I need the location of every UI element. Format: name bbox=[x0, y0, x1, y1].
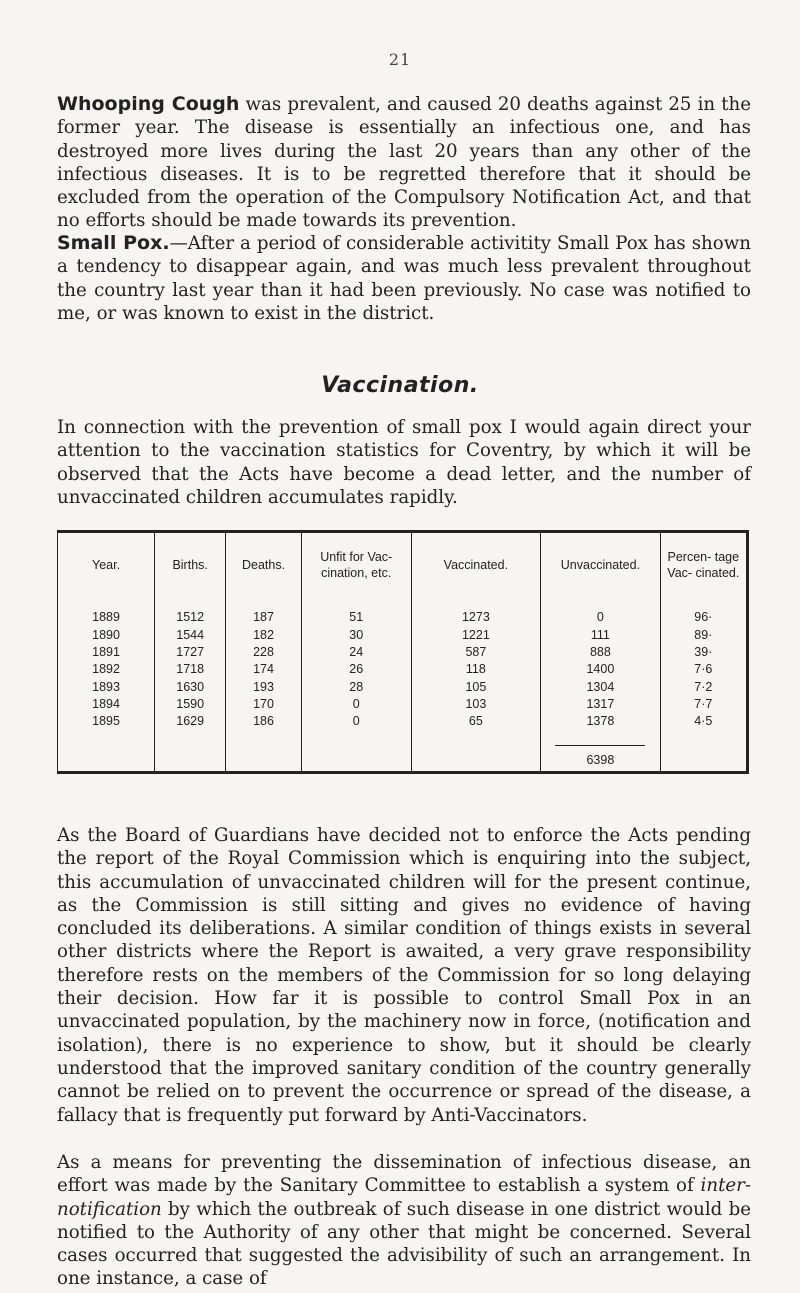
header-unfit: Unfit for Vac- cination, etc. bbox=[301, 532, 411, 598]
cell-year: 1893 bbox=[58, 679, 155, 696]
table-row bbox=[58, 597, 748, 627]
cell-births: 1629 bbox=[155, 713, 226, 730]
header-vaccinated: Vaccinated. bbox=[411, 532, 541, 598]
paragraph-text: was prevalent, and caused 20 deaths against 25 in the former year. The disease is essentially an infectious one, and has destroyed more lives during the last 20 years than any other of the infectious diseases. It is to be regretted therefore that it should be excluded from the operation of the Compulsory Notification Act, and that no efforts should be made towards its prevention. bbox=[57, 94, 751, 232]
vaccination-table bbox=[57, 530, 749, 774]
header-percentage: Percen- tage Vac- cinated. bbox=[660, 532, 747, 598]
table-row bbox=[58, 661, 748, 678]
header-births: Births. bbox=[155, 532, 226, 598]
cell-year: 1889 bbox=[58, 597, 155, 627]
cell-deaths: 187 bbox=[226, 597, 302, 627]
paragraph-vaccination-intro: In connection with the prevention of small pox I would again direct your attention to the vaccination statistics for Coventry, by which it will be observed that the Acts have become a dead letter, and the number of unvaccinated children accumulates rapidly. bbox=[57, 417, 751, 508]
cell-vaccinated: 105 bbox=[411, 679, 541, 696]
header-unvaccinated: Unvaccinated. bbox=[541, 532, 660, 598]
cell-vaccinated: 118 bbox=[411, 661, 541, 678]
cell-year: 1894 bbox=[58, 696, 155, 713]
cell-deaths: 193 bbox=[226, 679, 302, 696]
table-row bbox=[58, 679, 748, 696]
header-year: Year. bbox=[58, 532, 155, 598]
table-row bbox=[58, 644, 748, 661]
cell-unfit: 0 bbox=[301, 713, 411, 730]
cell-percentage: 4·5 bbox=[660, 713, 747, 730]
cell-year: 1895 bbox=[58, 713, 155, 730]
paragraph-text: by which the outbreak of such disease in one district would be notified to the Authority of any other that might be concerned. Several cases occurred that suggested the advisibility of such an arrangement. In one instance, a case of bbox=[57, 1198, 751, 1290]
cell-unvaccinated: 1304 bbox=[541, 679, 660, 696]
cell-births: 1544 bbox=[155, 627, 226, 644]
italic-term: inter-notification bbox=[57, 1175, 751, 1220]
cell-vaccinated: 1221 bbox=[411, 627, 541, 644]
paragraph-small-pox bbox=[57, 232, 751, 325]
cell-births: 1512 bbox=[155, 597, 226, 627]
paragraph-board-of-guardians: As the Board of Guardians have decided not to enforce the Acts pending the report of the Royal Commission which is enquiring into the subject, this accumulation of unvaccinated children will for the present continue, as the Commission is still sitting and gives no evidence of having concluded its deliberations. A similar condition of things exists in several other districts where the Report is awaited, a very grave responsibility therefore rests on the members of the Commission for so long delaying their decision. How far it is possible to control Small Pox in an unvaccinated population, by the machinery now in force, (notification and isolation), there is no experience to show, but it should be clearly understood that the improved sanitary condition of the country generally cannot be relied on to prevent the occurrence or spread of the disease, a fallacy that is frequently put forward by Anti-Vaccinators. bbox=[57, 825, 751, 1126]
cell-year: 1891 bbox=[58, 644, 155, 661]
cell-unvaccinated: 1400 bbox=[541, 661, 660, 678]
paragraph-inter-notification bbox=[57, 1151, 751, 1291]
cell-vaccinated: 1273 bbox=[411, 597, 541, 627]
cell-unfit: 51 bbox=[301, 597, 411, 627]
cell-year: 1892 bbox=[58, 661, 155, 678]
table-row bbox=[58, 713, 748, 730]
table-total-row bbox=[58, 730, 748, 772]
cell-births: 1718 bbox=[155, 661, 226, 678]
cell-percentage: 89· bbox=[660, 627, 747, 644]
cell-percentage: 7·6 bbox=[660, 661, 747, 678]
cell-percentage: 7·2 bbox=[660, 679, 747, 696]
cell-unfit: 0 bbox=[301, 696, 411, 713]
cell-vaccinated: 65 bbox=[411, 713, 541, 730]
cell-births: 1727 bbox=[155, 644, 226, 661]
cell-unvaccinated: 111 bbox=[541, 627, 660, 644]
cell-deaths: 170 bbox=[226, 696, 302, 713]
paragraph-whooping-cough bbox=[57, 93, 751, 233]
cell-unfit: 26 bbox=[301, 661, 411, 678]
cell-deaths: 228 bbox=[226, 644, 302, 661]
cell-deaths: 182 bbox=[226, 627, 302, 644]
cell-unvaccinated: 0 bbox=[541, 597, 660, 627]
cell-percentage: 39· bbox=[660, 644, 747, 661]
table-row bbox=[58, 627, 748, 644]
cell-births: 1630 bbox=[155, 679, 226, 696]
table-header-row bbox=[58, 532, 748, 598]
cell-vaccinated: 103 bbox=[411, 696, 541, 713]
paragraph-text: —After a period of considerable activitity Small Pox has shown a tendency to disappear again, and was much less prevalent throughout the country last year than it had been previously. No case was notified to me, or was known to exist in the district. bbox=[57, 233, 751, 324]
cell-deaths: 186 bbox=[226, 713, 302, 730]
cell-deaths: 174 bbox=[226, 661, 302, 678]
cell-births: 1590 bbox=[155, 696, 226, 713]
table-row bbox=[58, 696, 748, 713]
cell-vaccinated: 587 bbox=[411, 644, 541, 661]
section-heading-vaccination: Vaccination. bbox=[321, 373, 479, 398]
cell-unvaccinated: 1317 bbox=[541, 696, 660, 713]
cell-unvaccinated: 888 bbox=[541, 644, 660, 661]
cell-unvaccinated: 1378 bbox=[541, 713, 660, 730]
page-number: 21 bbox=[388, 50, 412, 69]
lead-whooping-cough: Whooping Cough bbox=[57, 93, 240, 115]
lead-small-pox: Small Pox. bbox=[57, 232, 170, 254]
cell-percentage: 96· bbox=[660, 597, 747, 627]
cell-percentage: 7·7 bbox=[660, 696, 747, 713]
cell-year: 1890 bbox=[58, 627, 155, 644]
cell-unfit: 30 bbox=[301, 627, 411, 644]
total-unvaccinated: 6398 bbox=[555, 745, 645, 768]
header-deaths: Deaths. bbox=[226, 532, 302, 598]
paragraph-text: As a means for preventing the dissemination of infectious disease, an effort was made by the Sanitary Committee to establish a system of bbox=[57, 1152, 751, 1197]
cell-unfit: 24 bbox=[301, 644, 411, 661]
cell-unfit: 28 bbox=[301, 679, 411, 696]
